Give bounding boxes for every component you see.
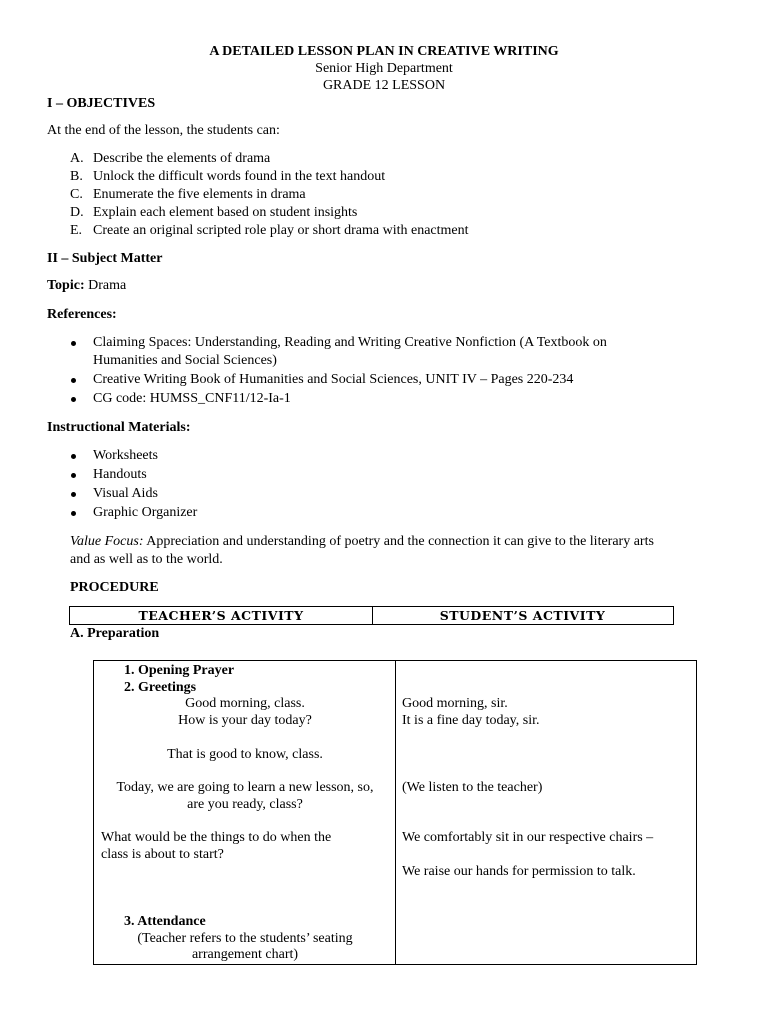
teacher-greeting: Good morning, class. [185, 696, 305, 711]
activity-header-row [69, 606, 674, 625]
list-item: CG code: HUMSS_CNF11/12-Ia-1 [93, 391, 291, 406]
list-item-continuation: Humanities and Social Sciences) [93, 353, 277, 368]
subject-matter-heading: II – Subject Matter [47, 251, 163, 266]
attendance-note-line1: (Teacher refers to the students’ seating [137, 931, 353, 946]
bullet-icon [71, 397, 76, 402]
student-activity-header: STUDENT’S ACTIVITY [439, 608, 606, 623]
value-focus-text: Appreciation and understanding of poetry and the connection it can give to the literary arts [143, 534, 654, 549]
list-item: Worksheets [93, 448, 158, 463]
topic-line [47, 277, 126, 295]
bullet-icon [71, 473, 76, 478]
student-listen: (We listen to the teacher) [402, 780, 543, 795]
section-preparation: A. Preparation [70, 626, 160, 641]
column-divider [395, 661, 396, 964]
list-item: Describe the elements of drama [93, 151, 271, 166]
bullet-icon [71, 511, 76, 516]
value-focus [70, 533, 654, 551]
value-focus-label: Value Focus: [70, 534, 144, 549]
objectives-intro: At the end of the lesson, the students can: [47, 123, 280, 138]
list-item-marker: A. [70, 151, 84, 166]
objectives-heading: I – OBJECTIVES [47, 96, 156, 111]
student-raise-hands: We raise our hands for permission to talk. [402, 864, 636, 879]
list-item-marker: D. [70, 205, 84, 220]
student-sit: We comfortably sit in our respective chairs – [402, 830, 654, 845]
bullet-icon [71, 341, 76, 346]
topic-value: Drama [88, 278, 127, 293]
bullet-icon [71, 378, 76, 383]
list-item-marker: B. [70, 169, 83, 184]
bullet-icon [71, 454, 76, 459]
attendance-note-line2: arrangement chart) [191, 947, 299, 962]
step-greetings: 2. Greetings [124, 680, 197, 695]
teacher-intro-line2: are you ready, class? [187, 797, 303, 812]
value-focus-continuation: and as well as to the world. [70, 552, 223, 567]
materials-label: Instructional Materials: [47, 420, 191, 435]
list-item: Handouts [93, 467, 147, 482]
teacher-activity-header: TEACHER’S ACTIVITY [138, 608, 304, 623]
department-line: Senior High Department [315, 61, 453, 76]
teacher-question-line1: What would be the things to do when the [101, 830, 332, 845]
bullet-icon [71, 492, 76, 497]
step-opening-prayer: 1. Opening Prayer [124, 663, 235, 678]
list-item-marker: E. [70, 223, 83, 238]
procedure-heading: PROCEDURE [70, 580, 159, 595]
step-attendance: 3. Attendance [124, 914, 206, 929]
list-item: Enumerate the five elements in drama [93, 187, 306, 202]
teacher-intro-line1: Today, we are going to learn a new lesson, so, [116, 780, 374, 795]
references-label: References: [47, 307, 117, 322]
grade-line: GRADE 12 LESSON [322, 78, 446, 93]
list-item-marker: C. [70, 187, 83, 202]
document-title: A DETAILED LESSON PLAN IN CREATIVE WRITING [209, 44, 559, 59]
list-item: Unlock the difficult words found in the text handout [93, 169, 386, 184]
topic-label: Topic: [47, 278, 85, 293]
list-item: Visual Aids [93, 486, 158, 501]
list-item: Creative Writing Book of Humanities and Social Sciences, UNIT IV – Pages 220-234 [93, 372, 574, 387]
list-item: Explain each element based on student insights [93, 205, 358, 220]
teacher-response: That is good to know, class. [167, 747, 323, 762]
list-item: Graphic Organizer [93, 505, 198, 520]
list-item: Create an original scripted role play or short drama with enactment [93, 223, 469, 238]
teacher-question: How is your day today? [178, 713, 312, 728]
teacher-question-line2: class is about to start? [101, 847, 224, 862]
student-greeting: Good morning, sir. [402, 696, 508, 711]
student-answer: It is a fine day today, sir. [402, 713, 540, 728]
list-item: Claiming Spaces: Understanding, Reading and Writing Creative Nonfiction (A Textbook on [93, 335, 607, 350]
